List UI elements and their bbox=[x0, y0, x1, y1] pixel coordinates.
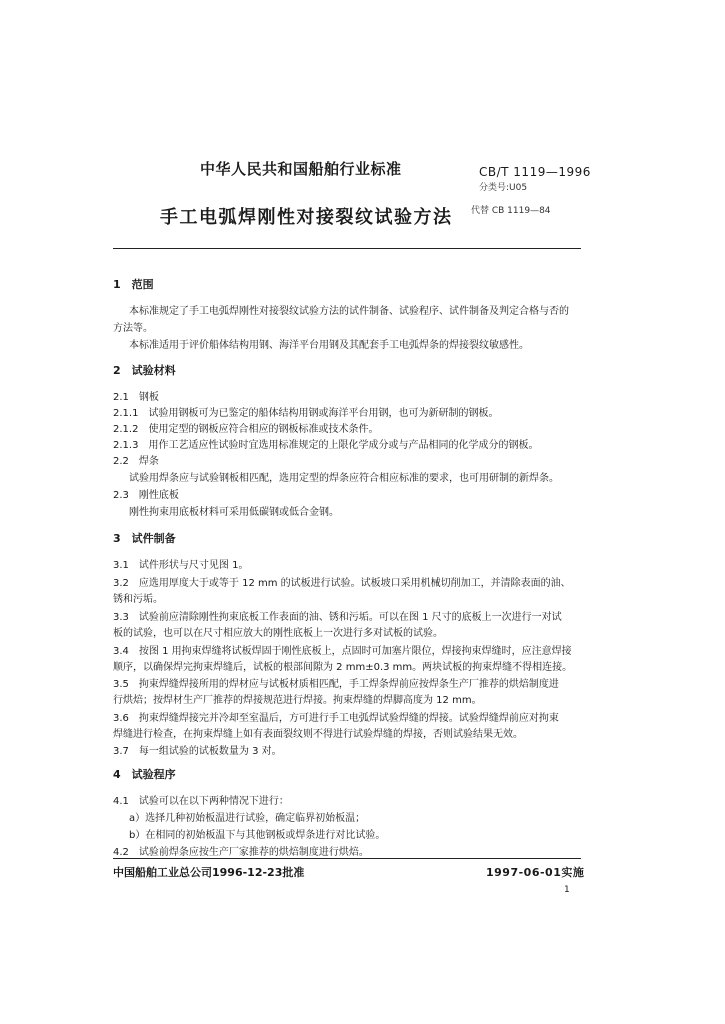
section-3-heading: 3 试件制备 bbox=[113, 532, 176, 545]
section-3-line-4a: 3.4 按图 1 用拘束焊缝将试板焊固于刚性底板上，点固时可加塞片限位，焊接拘束焊缝时，应注意焊接 bbox=[113, 646, 572, 657]
section-3-line-5b: 行烘焙；按焊材生产厂推荐的焊接规范进行焊接。拘束焊缝的焊脚高度为 12 mm。 bbox=[113, 695, 482, 706]
replaces-standard: 代替 CB 1119—84 bbox=[471, 206, 551, 216]
section-2-line-4: 2.1.3 用作工艺适应性试验时宜选用标准规定的上限化学成分或与产品相同的化学成分的钢板。 bbox=[113, 440, 539, 451]
section-2-line-1: 2.1 钢板 bbox=[113, 392, 159, 403]
section-1-heading: 1 范围 bbox=[113, 278, 154, 291]
section-3-line-2a: 3.2 应选用厚度大于或等于 12 mm 的试板进行试验。试板坡口采用机械切削加工，并清除表面的油、 bbox=[113, 578, 571, 589]
document-title: 手工电弧焊刚性对接裂纹试验方法 bbox=[160, 207, 453, 228]
section-1-para-2: 本标准适用于评价船体结构用钢、海洋平台用钢及其配套手工电弧焊条的焊接裂纹敏感性。 bbox=[129, 340, 529, 351]
section-1-para-1b: 方法等。 bbox=[113, 323, 153, 334]
section-4-line-4: 4.2 试验前焊条应按生产厂家推荐的烘焙制度进行烘焙。 bbox=[113, 847, 369, 858]
footer-rule bbox=[113, 858, 581, 859]
section-3-line-2b: 锈和污垢。 bbox=[113, 594, 163, 605]
section-3-line-3b: 板的试验，也可以在尺寸相应放大的刚性底板上一次进行多对试板的试验。 bbox=[113, 628, 443, 639]
section-2-line-2: 2.1.1 试验用钢板可为已鉴定的船体结构用钢或海洋平台用钢，也可为新研制的钢板。 bbox=[113, 408, 499, 419]
effective-date: 1997-06-01实施 bbox=[486, 866, 585, 879]
section-4-line-3: b）在相同的初始板温下与其他钢板或焊条进行对比试验。 bbox=[129, 830, 386, 841]
standard-code: CB/T 1119—1996 bbox=[479, 165, 591, 179]
section-1-para-1a: 本标准规定了手工电弧焊刚性对接裂纹试验方法的试件制备、试验程序、试件制备及判定合格与否的 bbox=[129, 306, 569, 317]
section-2-line-7: 2.3 刚性底板 bbox=[113, 490, 179, 501]
page-number: 1 bbox=[564, 885, 570, 895]
section-4-line-2: a）选择几种初始板温进行试验，确定临界初始板温； bbox=[129, 813, 366, 824]
section-3-line-5a: 3.5 拘束焊缝焊接所用的焊材应与试板材质相匹配，手工焊条焊前应按焊条生产厂推荐的烘焙制度进 bbox=[113, 679, 559, 690]
section-4-heading: 4 试验程序 bbox=[113, 768, 176, 781]
section-2-heading: 2 试验材料 bbox=[113, 364, 176, 377]
section-2-line-8: 刚性拘束用底板材料可采用低碳钢或低合金钢。 bbox=[129, 507, 339, 518]
section-3-line-7: 3.7 每一组试验的试板数量为 3 对。 bbox=[113, 746, 282, 757]
section-3-line-6a: 3.6 拘束焊缝焊接完并冷却至室温后，方可进行手工电弧焊试验焊缝的焊接。试验焊缝焊前应对拘束 bbox=[113, 713, 559, 724]
section-3-line-4b: 顺序，以确保焊完拘束焊缝后，试板的根部间隙为 2 mm±0.3 mm。两块试板的拘束焊缝不得相连接。 bbox=[113, 662, 573, 673]
section-4-line-1: 4.1 试验可以在以下两种情况下进行： bbox=[113, 796, 289, 807]
section-3-line-3a: 3.3 试验前应清除刚性拘束底板工作表面的油、锈和污垢。可以在图 1 尺寸的底板上一次进行一对试 bbox=[113, 612, 562, 623]
header-rule bbox=[113, 248, 581, 249]
section-2-line-5: 2.2 焊条 bbox=[113, 456, 159, 467]
section-3-line-6b: 焊缝进行检查，在拘束焊缝上如有表面裂纹则不得进行试验焊缝的焊接，否则试验结果无效。 bbox=[113, 729, 523, 740]
section-2-line-3: 2.1.2 使用定型的钢板应符合相应的钢板标准或技术条件。 bbox=[113, 424, 379, 435]
section-2-line-6: 试验用焊条应与试验钢板相匹配，选用定型的焊条应符合相应标准的要求，也可用研制的新焊条。 bbox=[129, 473, 559, 484]
classification-number: 分类号:U05 bbox=[479, 183, 528, 193]
section-3-line-1: 3.1 试件形状与尺寸见图 1。 bbox=[113, 560, 249, 571]
standard-org: 中华人民共和国船舶行业标准 bbox=[200, 160, 402, 178]
approval-date: 中国船舶工业总公司1996-12-23批准 bbox=[113, 866, 305, 879]
